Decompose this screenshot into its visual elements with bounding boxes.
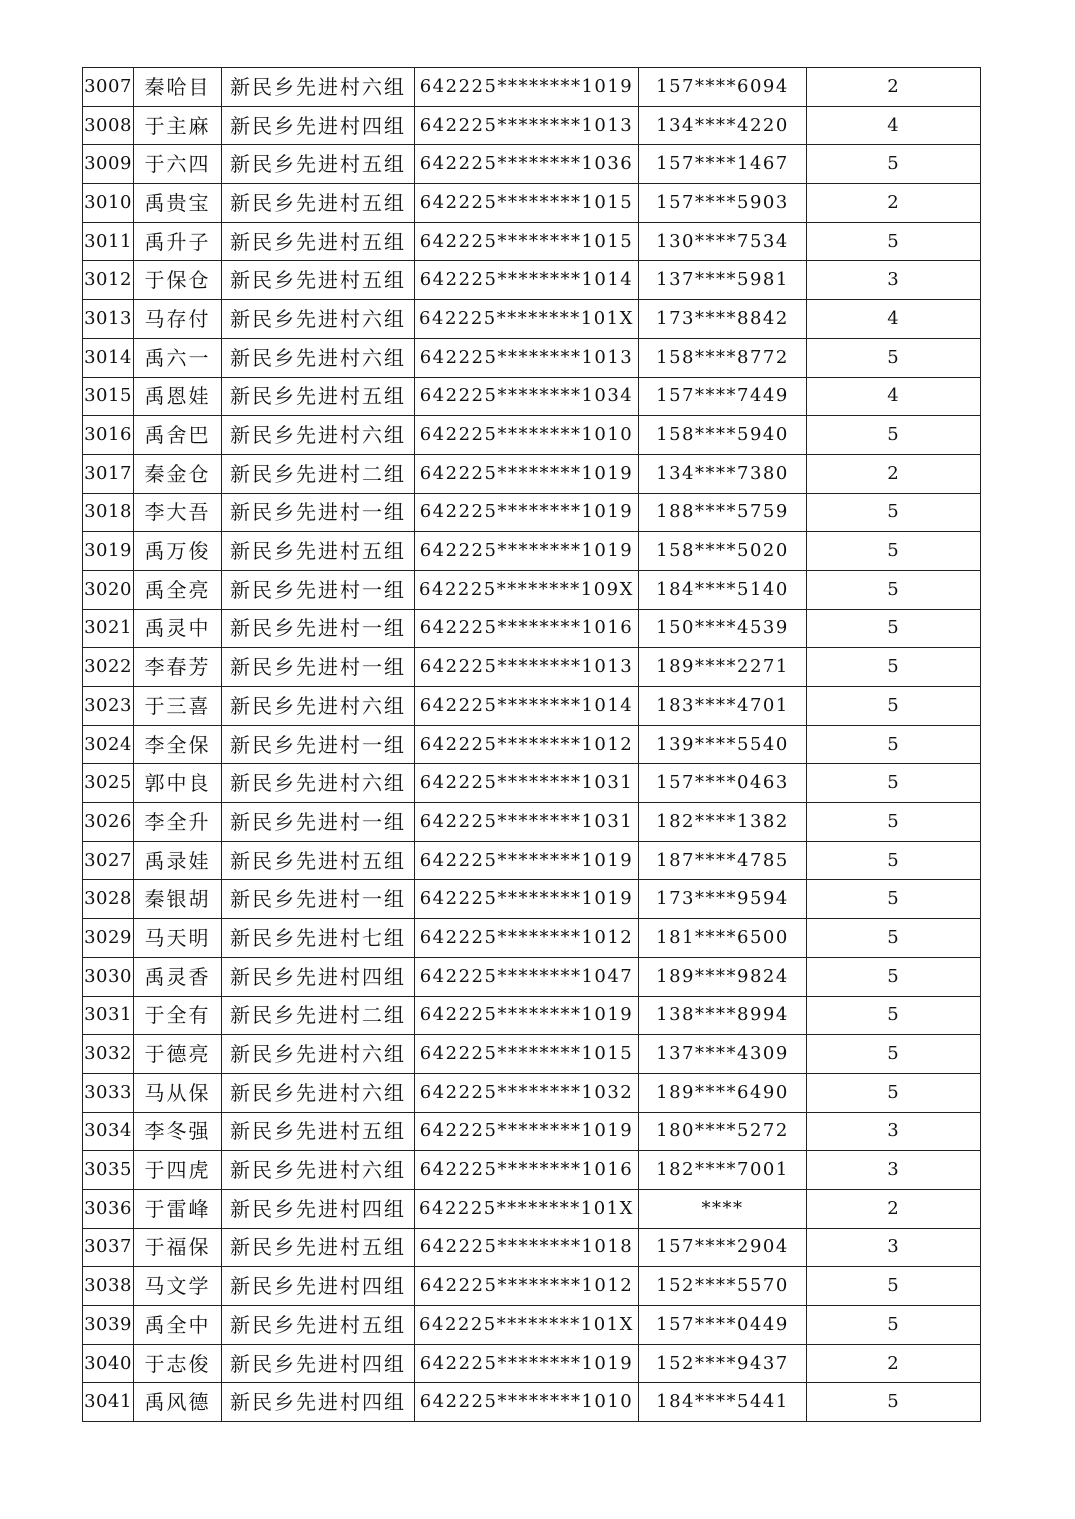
phone-cell: 158****5940 bbox=[639, 416, 807, 455]
name-cell: 马存付 bbox=[134, 300, 222, 339]
table-row bbox=[83, 957, 981, 996]
id-number-cell: 642225********1034 bbox=[415, 377, 639, 416]
phone-cell: 150****4539 bbox=[639, 609, 807, 648]
household-count-cell: 5 bbox=[807, 725, 981, 764]
name-cell: 于志俊 bbox=[134, 1344, 222, 1383]
id-number-cell: 642225********1031 bbox=[415, 803, 639, 842]
household-count-cell: 4 bbox=[807, 377, 981, 416]
household-count-cell: 3 bbox=[807, 1228, 981, 1267]
table-row bbox=[83, 454, 981, 493]
id-number-cell: 642225********1019 bbox=[415, 454, 639, 493]
row-number-cell: 3023 bbox=[83, 687, 134, 726]
phone-cell: 184****5140 bbox=[639, 570, 807, 609]
name-cell: 李全保 bbox=[134, 725, 222, 764]
name-cell: 马天明 bbox=[134, 919, 222, 958]
id-number-cell: 642225********1014 bbox=[415, 261, 639, 300]
phone-cell: 183****4701 bbox=[639, 687, 807, 726]
phone-cell: 189****9824 bbox=[639, 957, 807, 996]
row-number-cell: 3036 bbox=[83, 1189, 134, 1228]
name-cell: 李大吾 bbox=[134, 493, 222, 532]
address-cell: 新民乡先进村五组 bbox=[222, 377, 415, 416]
name-cell: 禹全中 bbox=[134, 1306, 222, 1345]
name-cell: 于全有 bbox=[134, 996, 222, 1035]
id-number-cell: 642225********1019 bbox=[415, 1344, 639, 1383]
address-cell: 新民乡先进村六组 bbox=[222, 68, 415, 107]
name-cell: 禹灵中 bbox=[134, 609, 222, 648]
phone-cell: 181****6500 bbox=[639, 919, 807, 958]
address-cell: 新民乡先进村五组 bbox=[222, 145, 415, 184]
table-row bbox=[83, 725, 981, 764]
household-count-cell: 5 bbox=[807, 803, 981, 842]
household-count-cell: 5 bbox=[807, 222, 981, 261]
table-row bbox=[83, 841, 981, 880]
address-cell: 新民乡先进村六组 bbox=[222, 300, 415, 339]
phone-cell: 182****1382 bbox=[639, 803, 807, 842]
address-cell: 新民乡先进村五组 bbox=[222, 841, 415, 880]
phone-cell: 182****7001 bbox=[639, 1151, 807, 1190]
name-cell: 于六四 bbox=[134, 145, 222, 184]
table-row bbox=[83, 919, 981, 958]
id-number-cell: 642225********1010 bbox=[415, 1383, 639, 1422]
name-cell: 禹六一 bbox=[134, 338, 222, 377]
phone-cell: 180****5272 bbox=[639, 1112, 807, 1151]
row-number-cell: 3009 bbox=[83, 145, 134, 184]
row-number-cell: 3019 bbox=[83, 532, 134, 571]
table-row bbox=[83, 261, 981, 300]
household-count-cell: 5 bbox=[807, 919, 981, 958]
name-cell: 于雷峰 bbox=[134, 1189, 222, 1228]
table-row bbox=[83, 648, 981, 687]
id-number-cell: 642225********1012 bbox=[415, 725, 639, 764]
name-cell: 禹全亮 bbox=[134, 570, 222, 609]
address-cell: 新民乡先进村二组 bbox=[222, 996, 415, 1035]
row-number-cell: 3021 bbox=[83, 609, 134, 648]
table-row bbox=[83, 1383, 981, 1422]
id-number-cell: 642225********1015 bbox=[415, 222, 639, 261]
id-number-cell: 642225********1015 bbox=[415, 1035, 639, 1074]
household-count-cell: 5 bbox=[807, 532, 981, 571]
household-count-cell: 2 bbox=[807, 1344, 981, 1383]
row-number-cell: 3029 bbox=[83, 919, 134, 958]
table-row bbox=[83, 880, 981, 919]
id-number-cell: 642225********1015 bbox=[415, 184, 639, 223]
name-cell: 禹贵宝 bbox=[134, 184, 222, 223]
row-number-cell: 3038 bbox=[83, 1267, 134, 1306]
phone-cell: 134****7380 bbox=[639, 454, 807, 493]
household-count-cell: 3 bbox=[807, 261, 981, 300]
address-cell: 新民乡先进村一组 bbox=[222, 493, 415, 532]
phone-cell: 184****5441 bbox=[639, 1383, 807, 1422]
name-cell: 禹风德 bbox=[134, 1383, 222, 1422]
id-number-cell: 642225********1013 bbox=[415, 106, 639, 145]
row-number-cell: 3030 bbox=[83, 957, 134, 996]
household-count-cell: 5 bbox=[807, 1306, 981, 1345]
name-cell: 郭中良 bbox=[134, 764, 222, 803]
name-cell: 秦哈目 bbox=[134, 68, 222, 107]
id-number-cell: 642225********1036 bbox=[415, 145, 639, 184]
table-row bbox=[83, 416, 981, 455]
table-row bbox=[83, 106, 981, 145]
household-count-cell: 5 bbox=[807, 996, 981, 1035]
id-number-cell: 642225********109X bbox=[415, 570, 639, 609]
name-cell: 马文学 bbox=[134, 1267, 222, 1306]
row-number-cell: 3018 bbox=[83, 493, 134, 532]
row-number-cell: 3032 bbox=[83, 1035, 134, 1074]
table-row bbox=[83, 338, 981, 377]
table-row bbox=[83, 996, 981, 1035]
household-count-cell: 5 bbox=[807, 570, 981, 609]
household-count-cell: 5 bbox=[807, 1073, 981, 1112]
phone-cell: 173****8842 bbox=[639, 300, 807, 339]
phone-cell: 157****6094 bbox=[639, 68, 807, 107]
household-count-cell: 2 bbox=[807, 184, 981, 223]
row-number-cell: 3025 bbox=[83, 764, 134, 803]
id-number-cell: 642225********1047 bbox=[415, 957, 639, 996]
row-number-cell: 3013 bbox=[83, 300, 134, 339]
address-cell: 新民乡先进村一组 bbox=[222, 570, 415, 609]
household-count-cell: 5 bbox=[807, 687, 981, 726]
name-cell: 李冬强 bbox=[134, 1112, 222, 1151]
table-row bbox=[83, 1189, 981, 1228]
id-number-cell: 642225********101X bbox=[415, 1189, 639, 1228]
table-row bbox=[83, 377, 981, 416]
document-page bbox=[82, 67, 980, 1422]
phone-cell: 152****5570 bbox=[639, 1267, 807, 1306]
row-number-cell: 3027 bbox=[83, 841, 134, 880]
name-cell: 秦金仓 bbox=[134, 454, 222, 493]
address-cell: 新民乡先进村一组 bbox=[222, 648, 415, 687]
phone-cell: 157****7449 bbox=[639, 377, 807, 416]
household-count-cell: 5 bbox=[807, 338, 981, 377]
table-row bbox=[83, 570, 981, 609]
address-cell: 新民乡先进村六组 bbox=[222, 1035, 415, 1074]
household-count-cell: 5 bbox=[807, 648, 981, 687]
row-number-cell: 3017 bbox=[83, 454, 134, 493]
address-cell: 新民乡先进村二组 bbox=[222, 454, 415, 493]
phone-cell: 134****4220 bbox=[639, 106, 807, 145]
household-count-cell: 3 bbox=[807, 1112, 981, 1151]
household-count-cell: 4 bbox=[807, 300, 981, 339]
address-cell: 新民乡先进村一组 bbox=[222, 725, 415, 764]
id-number-cell: 642225********1019 bbox=[415, 880, 639, 919]
roster-table-body bbox=[83, 68, 981, 1422]
name-cell: 李全升 bbox=[134, 803, 222, 842]
phone-cell: 138****8994 bbox=[639, 996, 807, 1035]
address-cell: 新民乡先进村四组 bbox=[222, 106, 415, 145]
household-count-cell: 5 bbox=[807, 416, 981, 455]
address-cell: 新民乡先进村六组 bbox=[222, 1151, 415, 1190]
household-count-cell: 4 bbox=[807, 106, 981, 145]
table-row bbox=[83, 493, 981, 532]
id-number-cell: 642225********1019 bbox=[415, 68, 639, 107]
name-cell: 于保仓 bbox=[134, 261, 222, 300]
household-count-cell: 5 bbox=[807, 957, 981, 996]
address-cell: 新民乡先进村一组 bbox=[222, 880, 415, 919]
table-row bbox=[83, 803, 981, 842]
address-cell: 新民乡先进村一组 bbox=[222, 803, 415, 842]
row-number-cell: 3020 bbox=[83, 570, 134, 609]
household-count-cell: 5 bbox=[807, 1267, 981, 1306]
household-count-cell: 3 bbox=[807, 1151, 981, 1190]
id-number-cell: 642225********1019 bbox=[415, 493, 639, 532]
address-cell: 新民乡先进村五组 bbox=[222, 532, 415, 571]
roster-table bbox=[82, 67, 981, 1422]
address-cell: 新民乡先进村五组 bbox=[222, 184, 415, 223]
address-cell: 新民乡先进村五组 bbox=[222, 1228, 415, 1267]
table-row bbox=[83, 764, 981, 803]
household-count-cell: 5 bbox=[807, 1035, 981, 1074]
row-number-cell: 3012 bbox=[83, 261, 134, 300]
row-number-cell: 3037 bbox=[83, 1228, 134, 1267]
address-cell: 新民乡先进村四组 bbox=[222, 1344, 415, 1383]
household-count-cell: 5 bbox=[807, 841, 981, 880]
table-row bbox=[83, 1228, 981, 1267]
phone-cell: **** bbox=[639, 1189, 807, 1228]
row-number-cell: 3033 bbox=[83, 1073, 134, 1112]
row-number-cell: 3024 bbox=[83, 725, 134, 764]
id-number-cell: 642225********1016 bbox=[415, 1151, 639, 1190]
address-cell: 新民乡先进村一组 bbox=[222, 609, 415, 648]
phone-cell: 137****5981 bbox=[639, 261, 807, 300]
name-cell: 于三喜 bbox=[134, 687, 222, 726]
row-number-cell: 3040 bbox=[83, 1344, 134, 1383]
household-count-cell: 2 bbox=[807, 68, 981, 107]
id-number-cell: 642225********1014 bbox=[415, 687, 639, 726]
id-number-cell: 642225********1016 bbox=[415, 609, 639, 648]
id-number-cell: 642225********101X bbox=[415, 1306, 639, 1345]
phone-cell: 157****0463 bbox=[639, 764, 807, 803]
name-cell: 于主麻 bbox=[134, 106, 222, 145]
name-cell: 禹舍巴 bbox=[134, 416, 222, 455]
phone-cell: 158****8772 bbox=[639, 338, 807, 377]
name-cell: 于德亮 bbox=[134, 1035, 222, 1074]
row-number-cell: 3022 bbox=[83, 648, 134, 687]
phone-cell: 189****2271 bbox=[639, 648, 807, 687]
address-cell: 新民乡先进村五组 bbox=[222, 222, 415, 261]
id-number-cell: 642225********1010 bbox=[415, 416, 639, 455]
row-number-cell: 3008 bbox=[83, 106, 134, 145]
address-cell: 新民乡先进村六组 bbox=[222, 687, 415, 726]
id-number-cell: 642225********1019 bbox=[415, 841, 639, 880]
row-number-cell: 3034 bbox=[83, 1112, 134, 1151]
household-count-cell: 5 bbox=[807, 880, 981, 919]
phone-cell: 188****5759 bbox=[639, 493, 807, 532]
household-count-cell: 5 bbox=[807, 609, 981, 648]
phone-cell: 189****6490 bbox=[639, 1073, 807, 1112]
phone-cell: 157****5903 bbox=[639, 184, 807, 223]
address-cell: 新民乡先进村七组 bbox=[222, 919, 415, 958]
address-cell: 新民乡先进村六组 bbox=[222, 1073, 415, 1112]
row-number-cell: 3007 bbox=[83, 68, 134, 107]
phone-cell: 187****4785 bbox=[639, 841, 807, 880]
name-cell: 禹录娃 bbox=[134, 841, 222, 880]
name-cell: 禹万俊 bbox=[134, 532, 222, 571]
table-row bbox=[83, 184, 981, 223]
phone-cell: 137****4309 bbox=[639, 1035, 807, 1074]
table-row bbox=[83, 1073, 981, 1112]
table-row bbox=[83, 687, 981, 726]
name-cell: 于四虎 bbox=[134, 1151, 222, 1190]
table-row bbox=[83, 68, 981, 107]
address-cell: 新民乡先进村四组 bbox=[222, 1267, 415, 1306]
row-number-cell: 3026 bbox=[83, 803, 134, 842]
id-number-cell: 642225********101X bbox=[415, 300, 639, 339]
address-cell: 新民乡先进村五组 bbox=[222, 261, 415, 300]
household-count-cell: 5 bbox=[807, 145, 981, 184]
name-cell: 禹升子 bbox=[134, 222, 222, 261]
id-number-cell: 642225********1012 bbox=[415, 919, 639, 958]
phone-cell: 158****5020 bbox=[639, 532, 807, 571]
id-number-cell: 642225********1013 bbox=[415, 648, 639, 687]
household-count-cell: 2 bbox=[807, 1189, 981, 1228]
row-number-cell: 3039 bbox=[83, 1306, 134, 1345]
row-number-cell: 3015 bbox=[83, 377, 134, 416]
phone-cell: 130****7534 bbox=[639, 222, 807, 261]
table-row bbox=[83, 300, 981, 339]
row-number-cell: 3031 bbox=[83, 996, 134, 1035]
household-count-cell: 5 bbox=[807, 493, 981, 532]
table-row bbox=[83, 222, 981, 261]
address-cell: 新民乡先进村四组 bbox=[222, 1189, 415, 1228]
address-cell: 新民乡先进村六组 bbox=[222, 764, 415, 803]
id-number-cell: 642225********1019 bbox=[415, 532, 639, 571]
name-cell: 禹灵香 bbox=[134, 957, 222, 996]
household-count-cell: 5 bbox=[807, 1383, 981, 1422]
phone-cell: 139****5540 bbox=[639, 725, 807, 764]
table-row bbox=[83, 609, 981, 648]
table-row bbox=[83, 145, 981, 184]
row-number-cell: 3041 bbox=[83, 1383, 134, 1422]
household-count-cell: 2 bbox=[807, 454, 981, 493]
phone-cell: 157****2904 bbox=[639, 1228, 807, 1267]
table-row bbox=[83, 1306, 981, 1345]
row-number-cell: 3011 bbox=[83, 222, 134, 261]
id-number-cell: 642225********1018 bbox=[415, 1228, 639, 1267]
household-count-cell: 5 bbox=[807, 764, 981, 803]
phone-cell: 157****1467 bbox=[639, 145, 807, 184]
row-number-cell: 3016 bbox=[83, 416, 134, 455]
name-cell: 李春芳 bbox=[134, 648, 222, 687]
name-cell: 秦银胡 bbox=[134, 880, 222, 919]
name-cell: 于福保 bbox=[134, 1228, 222, 1267]
id-number-cell: 642225********1012 bbox=[415, 1267, 639, 1306]
address-cell: 新民乡先进村五组 bbox=[222, 1112, 415, 1151]
table-row bbox=[83, 532, 981, 571]
id-number-cell: 642225********1019 bbox=[415, 1112, 639, 1151]
address-cell: 新民乡先进村六组 bbox=[222, 338, 415, 377]
address-cell: 新民乡先进村五组 bbox=[222, 1306, 415, 1345]
phone-cell: 157****0449 bbox=[639, 1306, 807, 1345]
address-cell: 新民乡先进村四组 bbox=[222, 1383, 415, 1422]
row-number-cell: 3010 bbox=[83, 184, 134, 223]
phone-cell: 152****9437 bbox=[639, 1344, 807, 1383]
table-row bbox=[83, 1151, 981, 1190]
table-row bbox=[83, 1112, 981, 1151]
address-cell: 新民乡先进村六组 bbox=[222, 416, 415, 455]
row-number-cell: 3014 bbox=[83, 338, 134, 377]
phone-cell: 173****9594 bbox=[639, 880, 807, 919]
row-number-cell: 3035 bbox=[83, 1151, 134, 1190]
id-number-cell: 642225********1019 bbox=[415, 996, 639, 1035]
address-cell: 新民乡先进村四组 bbox=[222, 957, 415, 996]
name-cell: 禹恩娃 bbox=[134, 377, 222, 416]
name-cell: 马从保 bbox=[134, 1073, 222, 1112]
table-row bbox=[83, 1267, 981, 1306]
id-number-cell: 642225********1032 bbox=[415, 1073, 639, 1112]
id-number-cell: 642225********1031 bbox=[415, 764, 639, 803]
id-number-cell: 642225********1013 bbox=[415, 338, 639, 377]
row-number-cell: 3028 bbox=[83, 880, 134, 919]
table-row bbox=[83, 1344, 981, 1383]
table-row bbox=[83, 1035, 981, 1074]
